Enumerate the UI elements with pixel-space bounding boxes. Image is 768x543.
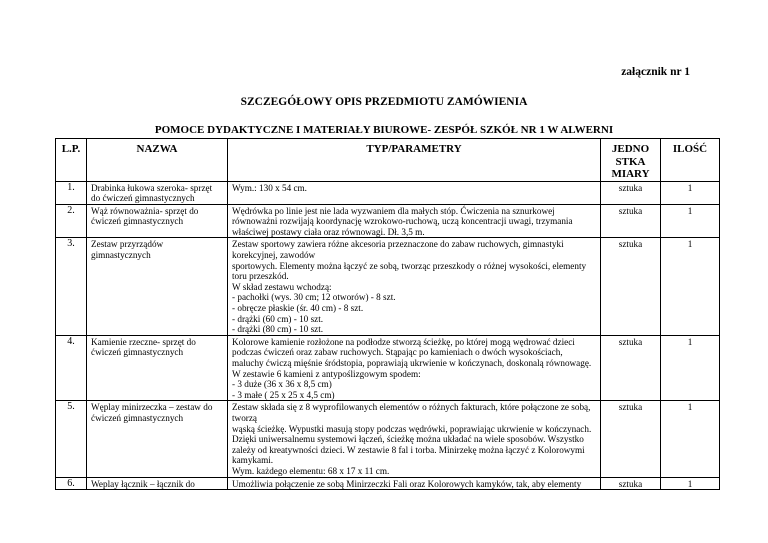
row-qty: 1 [661,204,720,238]
col-header-name: NAZWA [87,139,228,182]
row-lp: 1. [56,181,87,204]
param-line: Umożliwia połączenie ze sobą Minirzeczki Fali oraz Kolorowych kamyków, tak, aby elementy [232,478,582,489]
table-row [56,335,720,401]
row-unit: sztuka [601,238,661,335]
annex-label: załącznik nr 1 [621,66,690,78]
table-row [56,238,720,335]
row-name: Węplay minirzeczka – zestaw do ćwiczeń gimnastycznych [87,401,228,477]
param-line: - pachołki (wys. 30 cm; 12 otworów) - 8 szt. [232,292,396,303]
row-qty: 1 [661,401,720,477]
param-line: Zestaw sportowy zawiera różne akcesoria przeznaczone do zabaw ruchowych, gimnastyki korekcyjnej, zawodów [232,239,566,261]
row-lp: 5. [56,401,87,477]
param-line: Zestaw składa się z 8 wyprofilowanych elementów o różnych fakturach, które połączone ze sobą, tworzą [232,402,593,423]
param-line: W skład zestawu wchodzą: [232,281,332,292]
row-qty: 1 [661,238,720,335]
row-params [228,335,601,401]
row-lp: 3. [56,238,87,335]
table-row [56,181,720,204]
row-name: Drabinka łukowa szeroka- sprzęt do ćwiczeń gimnastycznych [87,181,228,204]
row-params [228,181,601,204]
row-unit: sztuka [601,401,661,477]
param-line: Wym.: 130 x 54 cm. [232,182,307,193]
col-header-qty: ILOŚĆ [661,139,720,182]
row-name: Zestaw przyrządów gimnastycznych [87,238,228,335]
param-line: - 3 małe ( 25 x 25 x 4,5 cm) [232,389,335,400]
row-qty: 1 [661,181,720,204]
table-row [56,401,720,477]
param-line: - 3 duże (36 x 36 x 8,5 cm) [232,379,332,390]
param-line: - drążki (80 cm) - 10 szt. [232,324,324,335]
specification-table [55,138,720,490]
row-unit: sztuka [601,335,661,401]
row-qty: 1 [661,335,720,401]
param-line: Wędrówka po linie jest nie lada wyzwaniem dla małych stóp. Ćwiczenia na sznurkowej równoważni rozwijają koordynację wzrokowo-ruchową, uczą koncentracji uwagi, trzymania właściwej postawy ciała oraz równowagi. Dł. 3,5 m. [232,205,575,237]
col-header-lp: L.P. [56,139,87,182]
row-lp: 2. [56,204,87,238]
row-qty: 1 [661,477,720,490]
row-name: Kamienie rzeczne- sprzęt do ćwiczeń gimnastycznych [87,335,228,401]
row-params [228,238,601,335]
document-title: SZCZEGÓŁOWY OPIS PRZEDMIOTU ZAMÓWIENIA [240,96,528,108]
document-subtitle: POMOCE DYDAKTYCZNE I MATERIAŁY BIUROWE- ZESPÓŁ SZKÓŁ NR 1 W ALWERNI [154,124,614,136]
row-params [228,477,601,490]
row-params [228,204,601,238]
param-line: Kolorowe kamienie rozłożone na podłodze stworzą ścieżkę, po której mogą wędrować dzieci podczas ćwiczeń oraz zabaw ruchowych. Stąpając po kamieniach o dwóch wysokościach, maluchy ćwiczą mięśnie śródstopia, poprawiają ukrwienie w kończynach, doskonalą równowagę. [232,336,592,368]
row-unit: sztuka [601,477,661,490]
table-header-row [56,139,720,182]
param-line: Wym. każdego elementu: 68 x 17 x 11 cm. [232,465,390,476]
row-name: Weplay łącznik – łącznik do [87,477,228,490]
table-row [56,477,720,490]
param-line: W zestawie 6 kamieni z antypoślizgowym spodem: [232,368,421,379]
col-header-unit: JEDNO STKA MIARY [601,139,661,182]
row-unit: sztuka [601,204,661,238]
row-lp: 4. [56,335,87,401]
col-header-params: TYP/PARAMETRY [228,139,601,182]
param-line: sportowych. Elementy można łączyć ze sobą, tworząc przeszkody o różnej wysokości, elementy toru przeszkód. [232,260,589,282]
row-lp: 6. [56,477,87,490]
param-line: - drążki (60 cm) - 10 szt. [232,313,324,324]
table-row [56,204,720,238]
param-line: wąską ścieżkę. Wypustki masują stopy podczas wędrówki, poprawiając ukrwienie w kończynach. Dzięki uniwersalnemu systemowi łączeń, ścieżkę można układać na wiele sposobów. Wszystko zależy od kreatywności dzieci. W zestawie 8 fal i torba. Minirzekę można łączyć z Kolorowymi kamykami. [232,423,594,466]
row-name: Wąż równoważnia- sprzęt do ćwiczeń gimnastycznych [87,204,228,238]
param-line: - obręcze płaskie (śr. 40 cm) - 8 szt. [232,303,364,314]
row-params [228,401,601,477]
row-unit: sztuka [601,181,661,204]
